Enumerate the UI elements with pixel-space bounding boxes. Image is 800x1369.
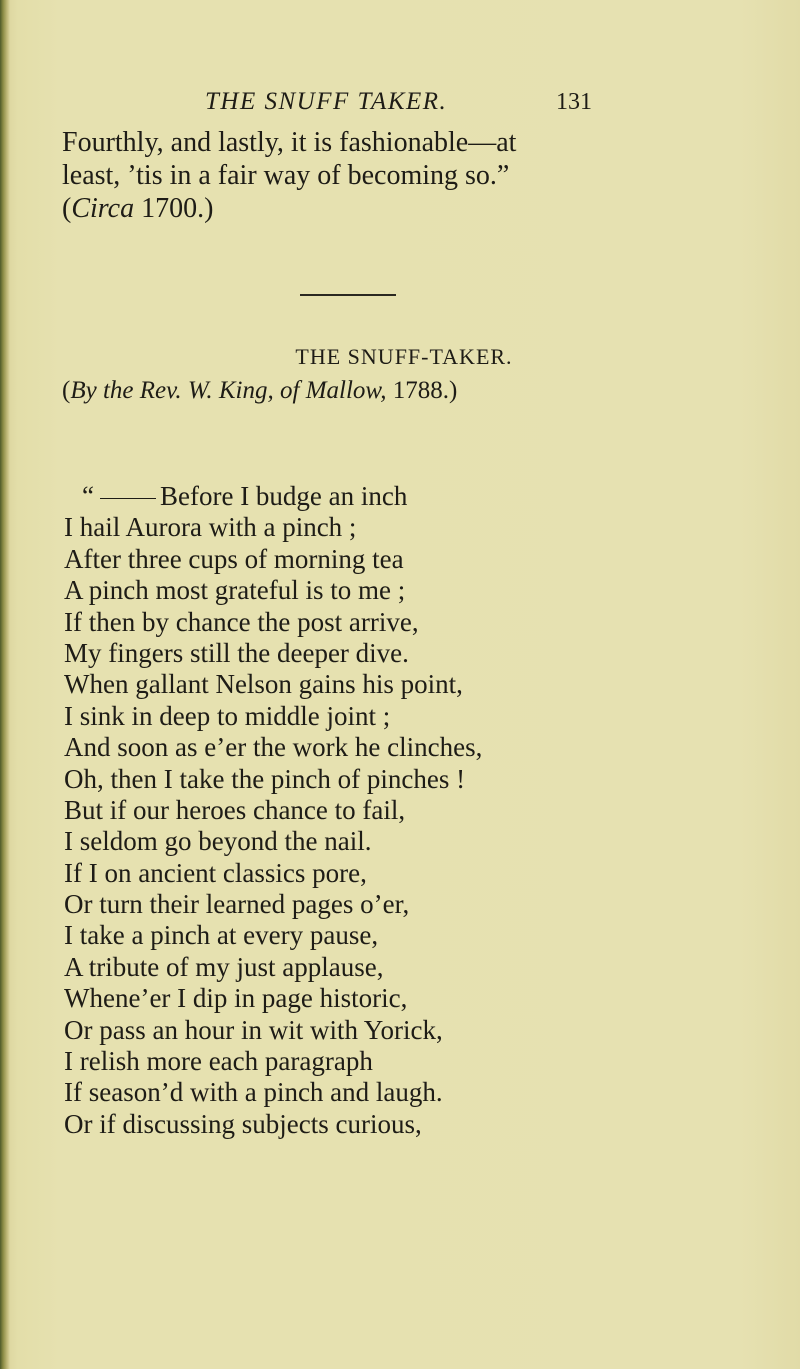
poem-line: My fingers still the deeper dive.	[64, 637, 409, 668]
intro-line: least, ’tis in a fair way of becoming so.”	[62, 160, 510, 191]
poem-line: I hail Aurora with a pinch ;	[64, 512, 357, 543]
poem-line: Or if discussing subjects curious,	[64, 1108, 422, 1139]
running-head-title: THE SNUFF TAKER.	[205, 88, 448, 115]
paren-open: (	[62, 193, 72, 224]
poem-line: If season’d with a pinch and laugh.	[64, 1077, 443, 1108]
poem-first-line	[64, 481, 482, 512]
opening-quote: “	[82, 481, 94, 511]
page-binding-edge	[0, 0, 10, 1369]
poem-line-text: Before I budge an inch	[159, 481, 408, 511]
poem-line: When gallant Nelson gains his point,	[64, 669, 463, 700]
poem-line: Or pass an hour in wit with Yorick,	[64, 1014, 443, 1045]
poem-line: I take a pinch at every pause,	[64, 920, 379, 951]
poem-line: And soon as e’er the work he clinches,	[64, 732, 483, 763]
intro-line-circa	[62, 192, 752, 225]
section-divider-rule	[300, 294, 396, 296]
poem-line: A tribute of my just applause,	[64, 951, 384, 982]
poem	[64, 481, 482, 1140]
attribution	[62, 377, 457, 405]
running-head	[0, 88, 800, 118]
poem-line: If I on ancient classics pore,	[64, 857, 367, 888]
attribution-paren: (	[62, 377, 71, 404]
page-number: 131	[556, 89, 592, 115]
poem-line: But if our heroes chance to fail,	[64, 794, 406, 825]
poem-line: I seldom go beyond the nail.	[64, 826, 372, 857]
poem-line: A pinch most grateful is to me ;	[64, 575, 406, 606]
section-title: THE SNUFF-TAKER.	[295, 344, 513, 369]
poem-line: If then by chance the post arrive,	[64, 606, 419, 637]
attribution-place: of Mallow,	[273, 377, 387, 404]
poem-line: I relish more each paragraph	[64, 1046, 373, 1077]
poem-line: Whene’er I dip in page historic,	[64, 983, 408, 1014]
circa-year: 1700.)	[134, 193, 214, 224]
intro-line: Fourthly, and lastly, it is fashionable—at	[62, 127, 517, 158]
poem-line: I sink in deep to middle joint ;	[64, 700, 391, 731]
em-rule	[100, 498, 156, 499]
poem-line: Or turn their learned pages o’er,	[64, 889, 410, 920]
attribution-author: By the Rev. W. King,	[70, 377, 274, 404]
circa-word: Circa	[71, 193, 135, 224]
poem-line: After three cups of morning tea	[64, 543, 404, 574]
poem-line: Oh, then I take the pinch of pinches !	[64, 763, 466, 794]
intro-paragraph	[62, 126, 752, 225]
attribution-year: 1788.)	[386, 377, 458, 404]
